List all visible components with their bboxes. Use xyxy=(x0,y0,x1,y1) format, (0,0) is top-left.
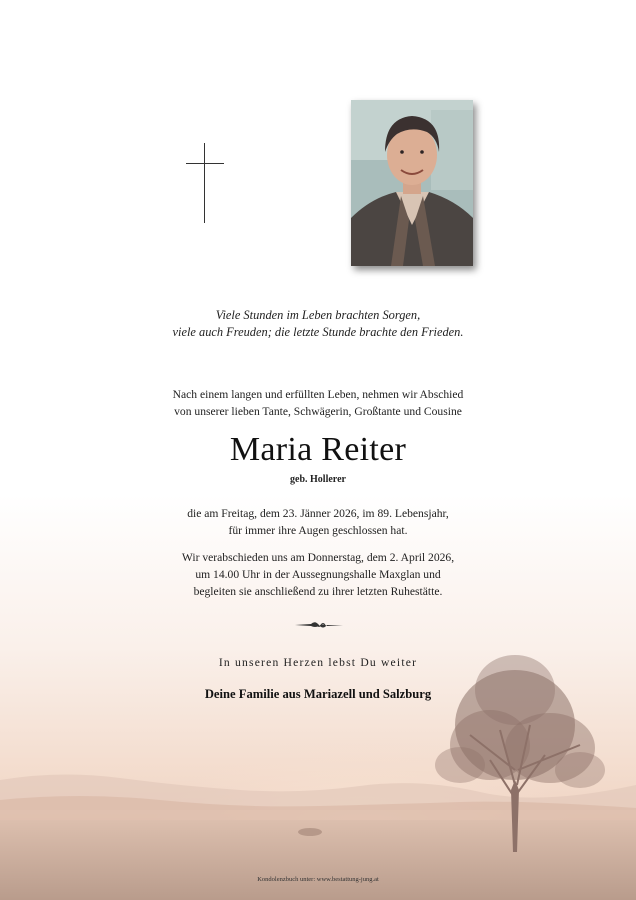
funeral-notice xyxy=(0,549,636,600)
cross-icon xyxy=(186,143,224,223)
funeral-line: begleiten sie anschließend zu ihrer letzten Ruhestätte. xyxy=(193,585,443,598)
condolence-footer: Kondolenzbuch unter: www.bestattung-jung.at xyxy=(257,876,379,883)
poem-line: viele auch Freuden; die letzte Stunde brachte den Frieden. xyxy=(172,325,464,339)
intro-line: von unserer lieben Tante, Schwägerin, Großtante und Cousine xyxy=(174,405,462,418)
intro-text xyxy=(0,386,636,420)
death-notice xyxy=(0,505,636,539)
death-notice-line: die am Freitag, dem 23. Jänner 2026, im 89. Lebensjahr, xyxy=(187,507,449,520)
ornament-divider xyxy=(295,619,343,631)
family-signature: Deine Familie aus Mariazell und Salzburg xyxy=(204,687,432,701)
poem-line: Viele Stunden im Leben brachten Sorgen, xyxy=(215,308,421,322)
death-notice-line: für immer ihre Augen geschlossen hat. xyxy=(228,524,408,537)
maiden-name: geb. Hollerer xyxy=(290,474,346,485)
motto: In unseren Herzen lebst Du weiter xyxy=(218,656,418,669)
poem xyxy=(0,307,636,341)
funeral-line: Wir verabschieden uns am Donnerstag, dem 2. April 2026, xyxy=(181,551,455,564)
deceased-name: Maria Reiter xyxy=(229,431,407,468)
funeral-line: um 14.00 Uhr in der Aussegnungshalle Maxglan und xyxy=(195,568,441,581)
portrait-photo xyxy=(351,100,473,266)
intro-line: Nach einem langen und erfüllten Leben, nehmen wir Abschied xyxy=(172,388,464,401)
